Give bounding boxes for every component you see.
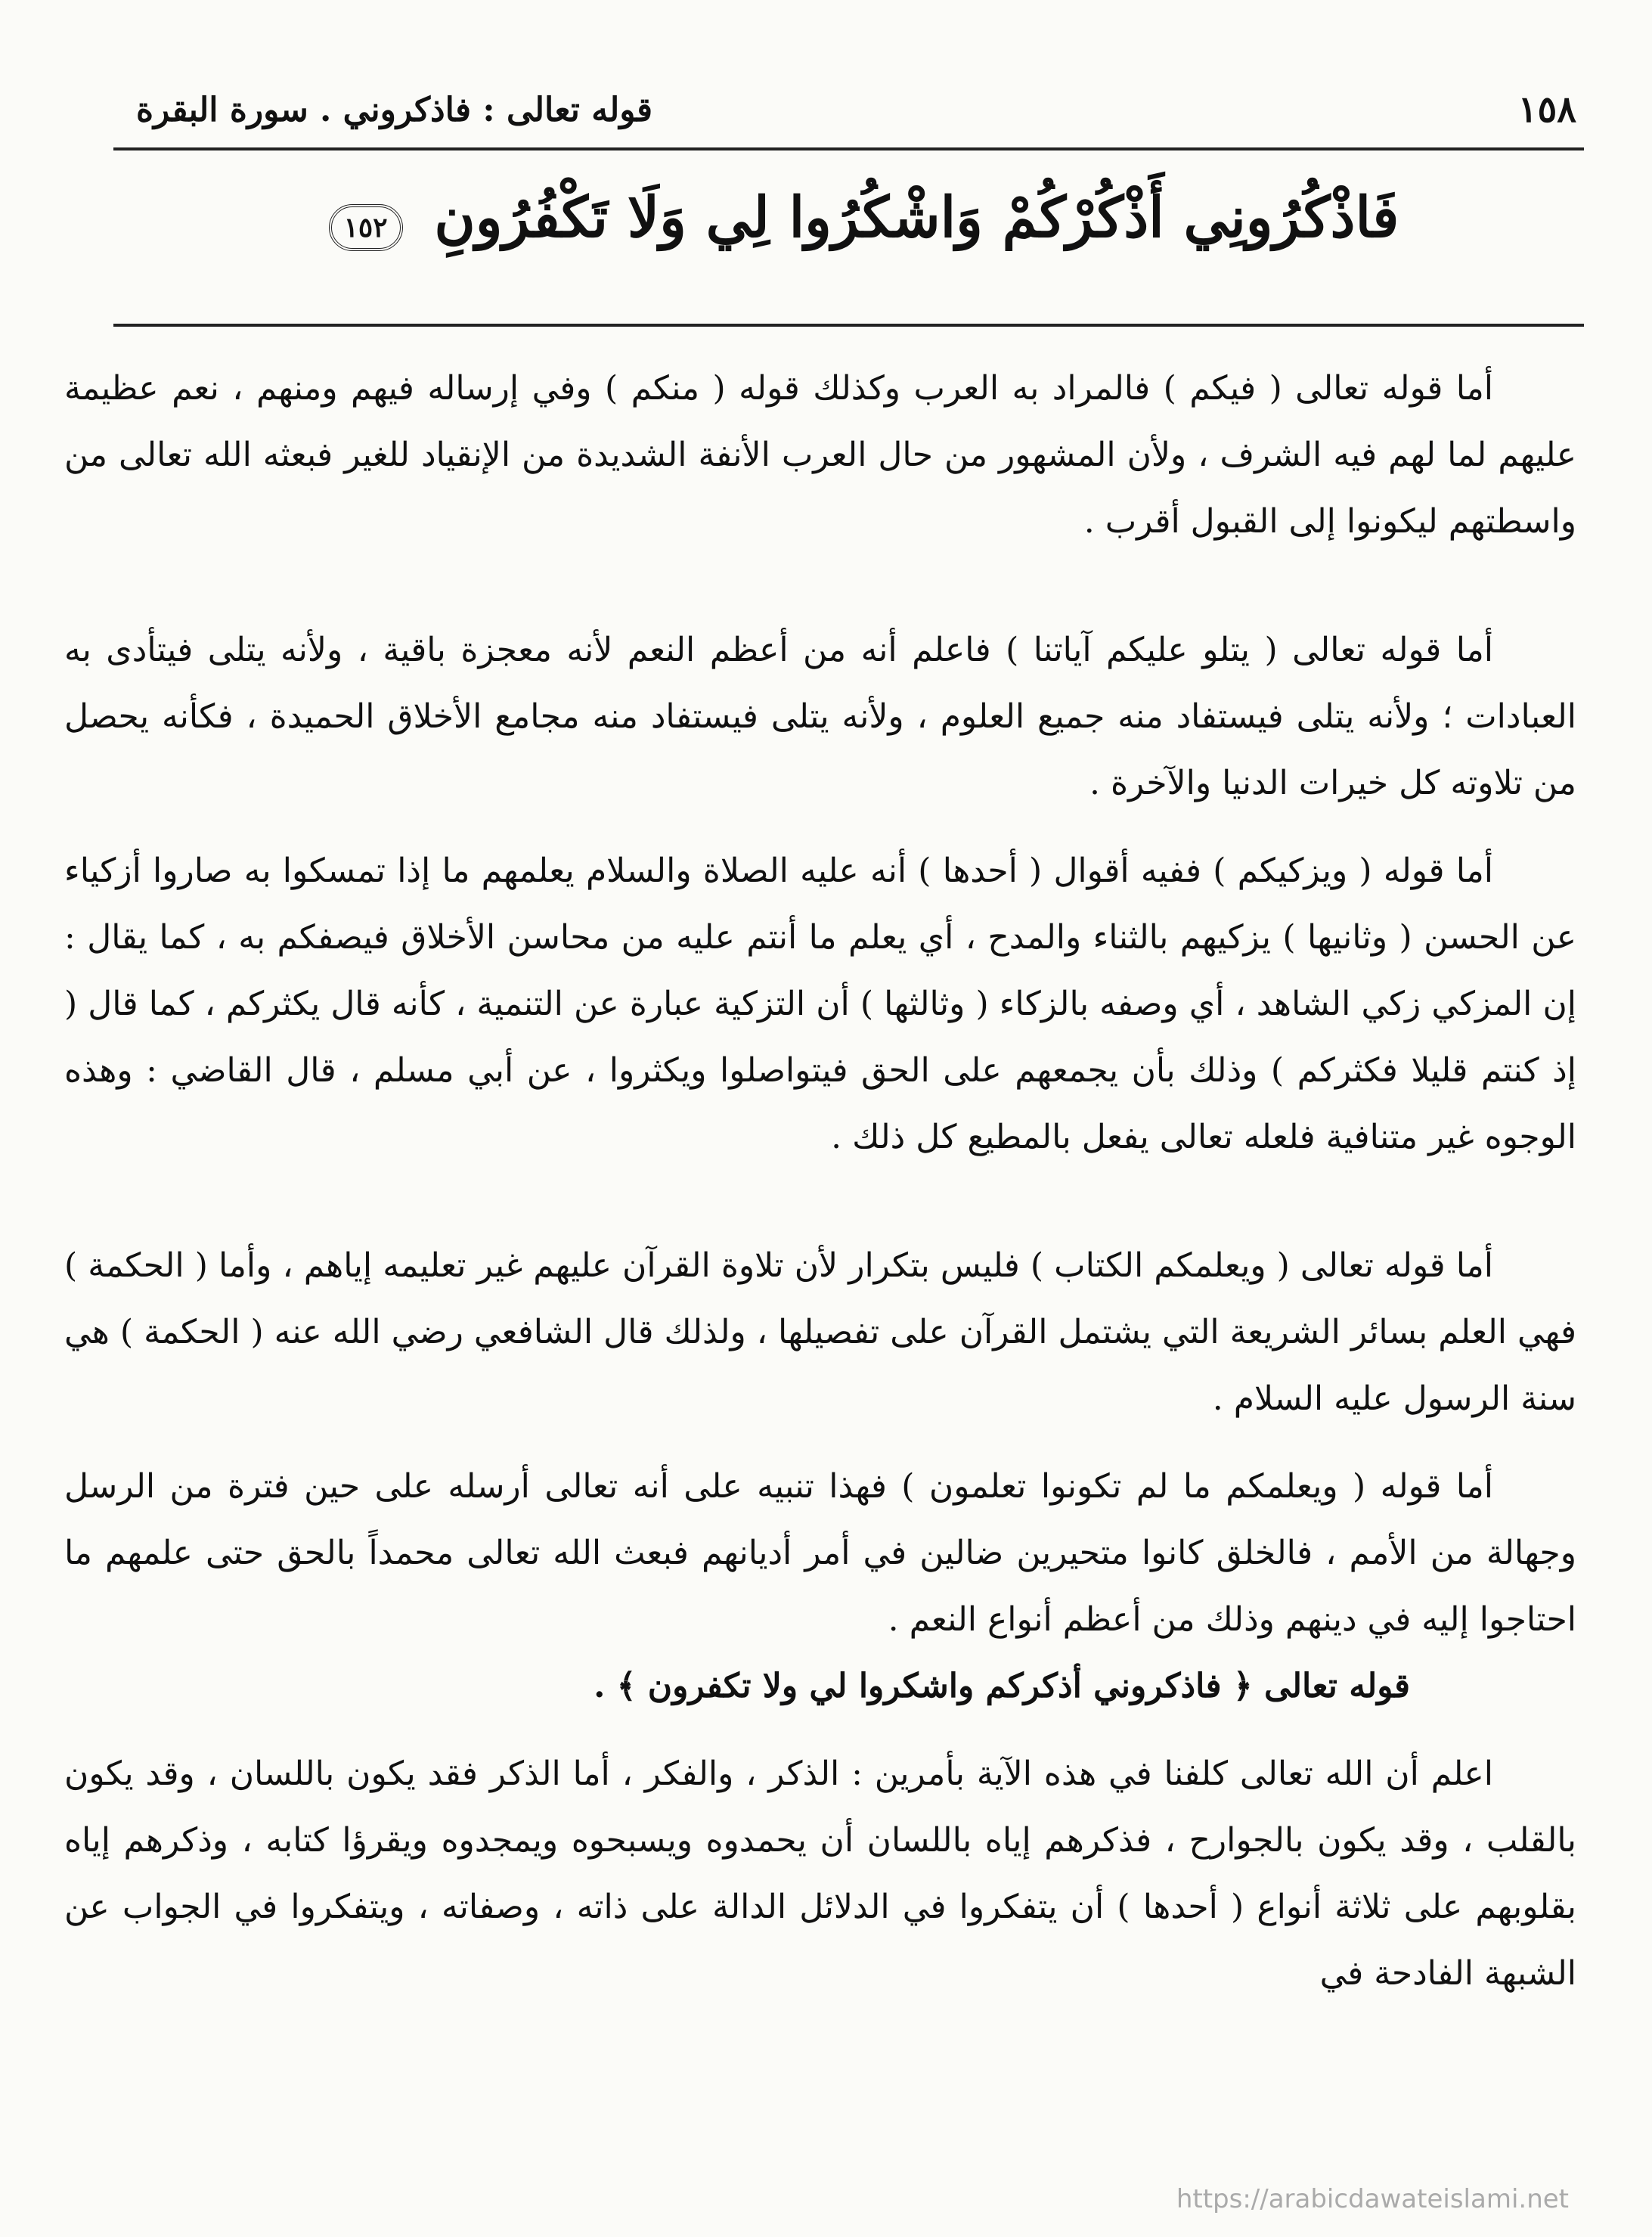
running-title: قوله تعالى : فاذكروني . سورة البقرة <box>136 90 653 129</box>
paragraph-3: أما قوله ( ويزكيكم ) ففيه أقوال ( أحدها ) أنه عليه الصلاة والسلام يعلمهم ما إذا تمسكوا به صاروا أزكياء عن الحسن ( وثانيها ) يزكيهم بالثناء والمدح ، أي يعلم ما أنتم عليه من محاسن الأخلاق فيصفكم به ، كما يقال : إن المزكي زكي الشاهد ، أي وصفه بالزكاء ( وثالثها ) أن التزكية عبارة عن التنمية ، كأنه قال يكثركم ، كما قال ( إذ كنتم قليلا فكثركم ) وذلك بأن يجمعهم على الحق فيتواصلوا ويكثروا ، عن أبي مسلم ، قال القاضي : وهذه الوجوه غير متنافية فلعله تعالى يفعل بالمطيع كل ذلك . <box>64 852 1576 1156</box>
paragraph-1: أما قوله تعالى ( فيكم ) فالمراد به العرب وكذلك قوله ( منكم ) وفي إرساله فيهم ومنهم ، نعم عظيمة عليهم لما لهم فيه الشرف ، ولأن المشهور من حال العرب الأنفة الشديدة من الإنقياد للغير فبعثه الله تعالى من واسطتهم ليكونوا إلى القبول أقرب . <box>64 369 1576 541</box>
divider-rule <box>113 324 1584 327</box>
paragraph-2: أما قوله تعالى ( يتلو عليكم آياتنا ) فاعلم أنه من أعظم النعم لأنه معجزة باقية ، ولأنه يتلى فيتأدى به العبادات ؛ ولأنه يتلى فيستفاد منه جميع العلوم ، ولأنه يتلى فيستفاد منه مجامع الأخلاق الحميدة ، فكأنه يحصل من تلاوته كل خيرات الدنيا والآخرة . <box>64 631 1576 802</box>
commentary-body <box>64 355 1576 2007</box>
verse-number: ١٥٢ <box>329 204 403 251</box>
verse-text: فَاذْكُرُونِي أَذْكُرْكُمْ وَاشْكُرُوا لِي وَلَا تَكْفُرُونِ <box>434 185 1399 250</box>
page-header <box>113 79 1584 150</box>
quran-verse <box>302 185 1425 276</box>
watermark-url: https://arabicdawateislami.net <box>1176 2184 1569 2214</box>
paragraph-5: أما قوله ( ويعلمكم ما لم تكونوا تعلمون ) فهذا تنبيه على أنه تعالى أرسله على حين فترة من الرسل وجهالة من الأمم ، فالخلق كانوا متحيرين ضالين في أمر أديانهم فبعث الله تعالى محمداً بالحق حتى علمهم ما احتاجوا إليه في دينهم وذلك من أعظم أنواع النعم . <box>64 1467 1576 1639</box>
paragraph-4: أما قوله تعالى ( ويعلمكم الكتاب ) فليس بتكرار لأن تلاوة القرآن عليهم غير تعليمه إياهم ، وأما ( الحكمة ) فهي العلم بسائر الشريعة التي يشتمل القرآن على تفصيلها ، ولذلك قال الشافعي رضي الله عنه ( الحكمة ) هي سنة الرسول عليه السلام . <box>64 1246 1576 1418</box>
page-number: ١٥٨ <box>1517 88 1576 131</box>
paragraph-6: اعلم أن الله تعالى كلفنا في هذه الآية بأمرين : الذكر ، والفكر ، أما الذكر فقد يكون باللسان ، وقد يكون بالقلب ، وقد يكون بالجوارح ، فذكرهم إياه باللسان أن يحمدوه ويسبحوه ويمجدوه ويقرؤا كتابه ، وذكرهم إياه بقلوبهم على ثلاثة أنواع ( أحدها ) أن يتفكروا في الدلائل الدالة على ذاته ، وصفاته ، ويتفكروا في الجواب عن الشبهة الفادحة في <box>64 1755 1577 1993</box>
verse-heading: قوله تعالى ﴿ فاذكروني أذكركم واشكروا لي ولا تكفرون ﴾ . <box>594 1667 1410 1705</box>
